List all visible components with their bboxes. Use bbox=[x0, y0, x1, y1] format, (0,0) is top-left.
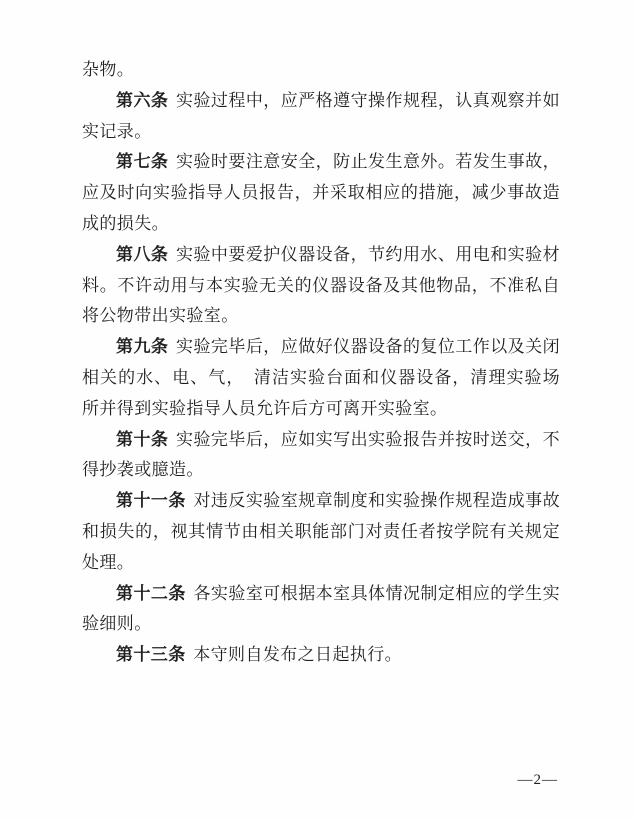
article-number: 第九条 bbox=[116, 337, 169, 357]
paragraph-continuation bbox=[82, 55, 560, 86]
article-number: 第八条 bbox=[116, 244, 169, 264]
paragraph-text: 实验完毕后，应做好仪器设备的复位工作以及关闭相关的水、电、气， 清洁实验台面和仪器设备，清理实验场所并得到实验指导人员允许后方可离开实验室。 bbox=[82, 337, 560, 418]
article-number: 第十二条 bbox=[116, 583, 186, 603]
paragraph-text: 对违反实验室规章制度和实验操作规程造成事故和损失的，视其情节由相关职能部门对责任者按学院有关规定处理。 bbox=[82, 491, 560, 572]
paragraph-text: 杂物。 bbox=[82, 60, 135, 79]
paragraph-article-11 bbox=[82, 486, 560, 578]
paragraph-text: 实验中要爱护仪器设备，节约用水、用电和实验材料。不许动用与本实验无关的仪器设备及其他物品，不准私自将公物带出实验室。 bbox=[82, 244, 560, 326]
article-number: 第十一条 bbox=[116, 491, 186, 511]
paragraph-text: 实验过程中，应严格遵守操作规程，认真观察并如实记录。 bbox=[82, 90, 560, 141]
article-number: 第七条 bbox=[116, 152, 169, 172]
page-number: —2— bbox=[517, 772, 558, 788]
paragraph-article-7 bbox=[82, 147, 560, 239]
paragraph-article-10 bbox=[82, 425, 560, 487]
paragraph-article-6 bbox=[82, 86, 560, 148]
article-number: 第十三条 bbox=[116, 645, 186, 665]
paragraph-text: 本守则自发布之日起执行。 bbox=[193, 645, 403, 665]
paragraph-text: 实验时要注意安全，防止发生意外。若发生事故，应及时向实验指导人员报告，并采取相应的措施，减少事故造成的损失。 bbox=[82, 152, 560, 233]
article-number: 第六条 bbox=[116, 90, 169, 110]
paragraph-article-12 bbox=[82, 579, 560, 641]
document-text-block bbox=[82, 55, 560, 671]
paragraph-article-9 bbox=[82, 332, 560, 424]
paragraph-article-13 bbox=[82, 640, 560, 671]
paragraph-article-8 bbox=[82, 240, 560, 332]
paragraph-text: 各实验室可根据本室具体情况制定相应的学生实验细则。 bbox=[82, 583, 560, 634]
paragraph-text: 实验完毕后，应如实写出实验报告并按时送交，不得抄袭或臆造。 bbox=[82, 429, 560, 480]
article-number: 第十条 bbox=[116, 429, 169, 449]
